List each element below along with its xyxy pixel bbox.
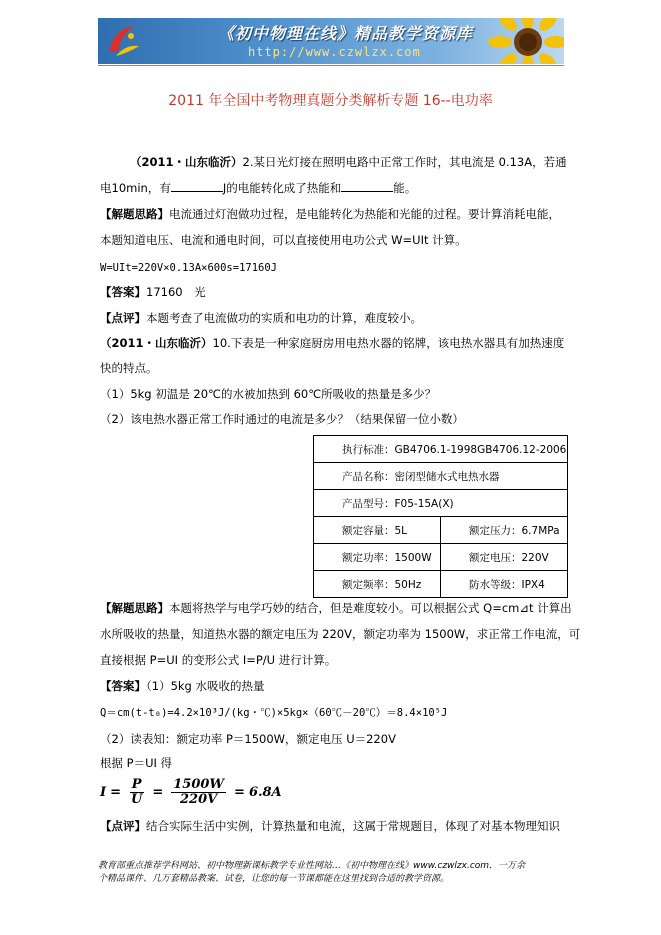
q2-sub-question-2: （2）该电热水器正常工作时通过的电流是多少？（结果保留一位小数） (100, 412, 464, 426)
q2-heat-calc: Q＝cm(t-t₀)=4.2×10³J/(kg・℃)×5kg×（60℃－20℃）＝8.4×10⁵J (100, 707, 448, 719)
q1-blank-2 (341, 180, 393, 192)
q2-answer-line1: 【答案】（1）5kg 水吸收的热量 (100, 679, 265, 693)
q2-idea-line1: 【解题思路】本题将热学与电学巧妙的结合，但是难度较小。可以根据公式 Q=cm⊿t 计算出 (100, 601, 572, 615)
q1-answer: 【答案】17160 光 (100, 285, 206, 299)
table-row (314, 490, 568, 517)
document-title: 2011 年全国中考物理真题分类解析专题 16--电功率 (168, 93, 493, 109)
fraction-values: $\frac{1500W}{220V}$ (173, 777, 225, 807)
q1-calc: W=UIt=220V×0.13A×600s=17160J (100, 262, 278, 274)
q2-stem-line2: 快的特点。 (100, 361, 158, 375)
q1-idea-line1: 【解题思路】电流通过灯泡做功过程，是电能转化为热能和光能的过程。要计算消耗电能， (100, 207, 560, 221)
q2-idea-line2: 水所吸收的热量，知道热水器的额定电压为 220V，额定功率为 1500W，求正常工作电流，可 (100, 627, 581, 641)
table-cell: 额定压力：6.7MPa (441, 517, 568, 544)
q1-idea-line2: 本题知道电压、电流和通电时间，可以直接使用电功公式 W=UIt 计算。 (100, 233, 467, 247)
banner-divider (98, 65, 564, 66)
fraction-p-over-u: $\frac{P}{U}$ (131, 777, 143, 807)
q2-idea-line3: 直接根据 P=UI 的变形公式 I=P/U 进行计算。 (100, 653, 337, 667)
table-cell-model: 产品型号：F05-15A(X) (314, 490, 568, 517)
formula-lhs: I (100, 785, 107, 800)
current-formula (100, 778, 282, 807)
q2-comment: 【点评】结合实际生活中实例，计算热量和电流，这属于常规题目，体现了对基本物理知识 (100, 819, 560, 833)
equals-sign: = (110, 785, 121, 800)
table-row (314, 463, 568, 490)
table-row (314, 517, 568, 544)
sunflower-icon (488, 18, 564, 64)
footer-line2: 个精品课件、几万套精品教案、试卷，让您的每一节课都能在这里找到合适的教学资源。 (98, 874, 450, 884)
banner-title: 《初中物理在线》精品教学资源库 (218, 24, 474, 43)
table-cell: 防水等级：IPX4 (441, 571, 568, 598)
q2-answer-line2: （2）读表知：额定功率 P＝1500W，额定电压 U＝220V (100, 732, 396, 746)
q1-comment: 【点评】本题考查了电流做功的实质和电功的计算，难度较小。 (100, 311, 422, 325)
q1-blank-1 (171, 180, 223, 192)
banner-url[interactable]: http://www.czwlzx.com (248, 45, 421, 59)
header-banner (98, 18, 564, 64)
q1-stem-line2: 电10min，有 J的电能转化成了热能和 能。 (100, 181, 417, 195)
table-row (314, 544, 568, 571)
table-row (314, 571, 568, 598)
table-cell-name: 产品名称：密闭型储水式电热水器 (314, 463, 568, 490)
table-cell-standard: 执行标准：GB4706.1-1998GB4706.12-2006 (314, 436, 568, 463)
table-cell: 额定频率：50Hz (314, 571, 441, 598)
q1-stem-line1: （2011・山东临沂）2.某日光灯接在照明电路中正常工作时，其电流是 0.13A，若通 (130, 155, 567, 169)
table-cell: 额定容量：5L (314, 517, 441, 544)
table-cell: 额定电压：220V (441, 544, 568, 571)
equals-sign: = (234, 785, 245, 800)
formula-result: 6.8A (248, 785, 282, 800)
equals-sign: = (152, 785, 164, 800)
nameplate-table (313, 435, 568, 598)
page-footer (98, 860, 568, 886)
site-logo-icon (104, 22, 142, 60)
footer-line1: 教育部重点推荐学科网站、初中物理新课标教学专业性网站…《初中物理在线》www.czwlzx.com．一万余 (98, 861, 526, 871)
q2-answer-line3: 根据 P＝UI 得 (100, 756, 173, 770)
table-cell: 额定功率：1500W (314, 544, 441, 571)
table-row (314, 436, 568, 463)
q2-stem-line1: （2011・山东临沂）10.下表是一种家庭厨房用电热水器的铭牌，该电热水器具有加热速度 (100, 336, 565, 350)
q2-sub-question-1: （1）5kg 初温是 20℃的水被加热到 60℃所吸收的热量是多少？ (100, 387, 437, 401)
